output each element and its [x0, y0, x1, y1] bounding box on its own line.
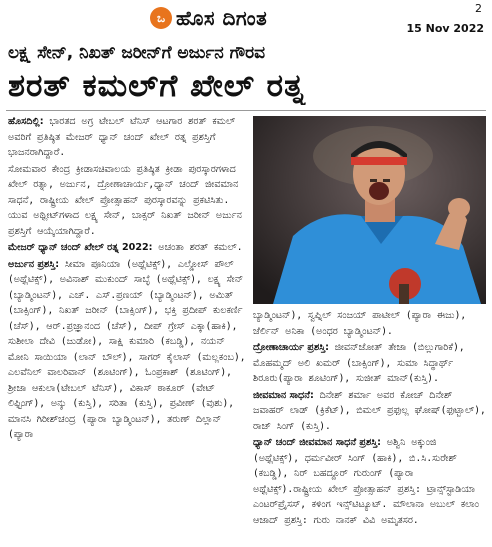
paragraph-intro: [8, 114, 248, 161]
issue-date: 15 Nov 2022: [406, 22, 484, 35]
newspaper-logo: [150, 4, 267, 32]
article-column-right: [253, 308, 486, 529]
dronacharya-heading: ದ್ರೋಣಾಚಾರ್ಯ ಪ್ರಶಸ್ತಿ:: [253, 342, 329, 353]
masthead: [0, 0, 492, 40]
arjuna-list: ಸೀಮಾ ಪೂನಿಯಾ (ಅಥ್ಲೆಟಿಕ್ಸ್), ಎಲ್ಡೋಸ್ ಪೌಲ್ (ಅಥ್ಲೆಟಿಕ್ಸ್), ಅವಿನಾಶ್ ಮುಕುಂದ್ ಸಾಬ್ಳೆ (ಅಥ್ಲೆಟಿಕ್ಸ್), ಲಕ್ಷ್ಯ ಸೇನ್ (ಬ್ಯಾಡ್ಮಿಂಟನ್), ಎಚ್. ಎಸ್.ಪ್ರಣಯ್ (ಬ್ಯಾಡ್ಮಿಂಟನ್), ಅಮಿತ್ (ಬಾಕ್ಸಿಂಗ್), ನಿಖತ್ ಜರೀನ್ (ಬಾಕ್ಸಿಂಗ್), ಭಕ್ತಿ ಪ್ರದೀಪ್ ಕುಲಕರ್ಣಿ (ಚೆಸ್), ಆರ್.ಪ್ರಜ್ಞಾನಂದ (ಚೆಸ್), ದೀಪ್ ಗ್ರೇಸ್ ಎಕ್ಕಾ(ಹಾಕಿ), ಸುಶೀಲಾ ದೇವಿ (ಜುಡೋ), ಸಾಕ್ಷಿ ಕುಮಾರಿ (ಕಬಡ್ಡಿ), ನಯನ್ ಮೋನಿ ಸಾಯಿಯಾ (ಲಾನ್ ಬೌಲ್), ಸಾಗರ್ ಕೈಲಾಸ್ (ಮಲ್ಲಕಂಬ), ಎಲವೆನಿಲ್ ವಾಲರಿವಾನ್ (ಶೂಟಿಂಗ್), ಓಂಪ್ರಕಾಶ್ (ಶೂಟಿಂಗ್), ಶ್ರೀಜಾ ಆಕುಲಾ(ಟೇಬಲ್ ಟೆನಿಸ್), ವಿಕಾಸ್ ಠಾಕೂರ್ (ವೇಟ್ ಲಿಫ್ಟಿಂಗ್), ಅನ್ಶು (ಕುಸ್ತಿ), ಸರಿತಾ (ಕುಸ್ತಿ), ಪ್ರವೀಣ್ (ವುಶು), ಮಾನಸಿ ಗಿರೀಶ್‌ಚಂದ್ರ (ಪ್ಯಾರಾ ಬ್ಯಾಡ್ಮಿಂಟನ್), ತರುಣ್ ದಿಲ್ಲಾನ್ (ಪ್ಯಾರಾ: [8, 258, 246, 440]
lifetime-heading: ಜೀವಮಾನ ಸಾಧನೆ:: [253, 389, 314, 401]
dhyanchand-list: ಅಶ್ವಿನಿ ಅಕ್ಕುಂಜಿ (ಅಥ್ಲೆಟಿಕ್ಸ್), ಧರ್ಮವೀರ್ ಸಿಂಗ್ (ಹಾಕಿ), ಬಿ.ಸಿ.ಸುರೇಶ್ (ಕಬಡ್ಡಿ), ನಿರ್ ಬಹದ್ದೂರ್ ಗುರುಂಗ್ (ಪ್ಯಾರಾ ಅಥ್ಲೆಟಿಕ್ಸ್).ರಾಷ್ಟ್ರೀಯ ಖೇಲ್ ಪ್ರೋತ್ಸಾಹನ್ ಪ್ರಶಸ್ತಿ: ಟ್ರಾನ್ಸ್‌ಸ್ಟಾಡಿಯಾ ಎಂಟರ್‌ಪ್ರೈಸಸ್, ಕಳಿಂಗ ಇನ್ಸ್‌ಟಿಟ್ಯೂಟ್. ಮೌಲಾನಾ ಅಬುಲ್ ಕಲಾಂ ಆಜಾದ್ ಪ್ರಶಸ್ತಿ: ಗುರು ನಾನಕ್ ವಿವಿ ಅಮೃತಸರ.: [253, 437, 480, 526]
lifetime-entry: [253, 388, 486, 435]
main-headline: ಶರತ್ ಕಮಲ್‌ಗೆ ಖೇಲ್ ರತ್ನ: [8, 68, 306, 104]
lifetime-list: ದಿನೇಶ್ ಶರ್ಮಾ ಅವರ ಕೋಚ್ ದಿನೇಶ್ ಜವಾಹರ್ ಲಾಡ್ (ಕ್ರಿಕೆಟ್), ಬಿಮಲ್ ಪ್ರಫುಲ್ಲ ಘೋಷ್(ಫುಟ್ಬಾಲ್), ರಾಜ್ ಸಿಂಗ್ (ಕುಸ್ತಿ).: [253, 389, 486, 432]
dhyanchand-entry: [253, 435, 486, 528]
dronacharya-list: ಜೀವನ್‌ಜೋತ್ ತೇಜಾ (ಬಿಲ್ಲುಗಾರಿಕೆ), ಮೊಹಮ್ಮದ್ ಅಲಿ ಖಮರ್ (ಬಾಕ್ಸಿಂಗ್), ಸುಮಾ ಸಿದ್ಧಾರ್ಥ್ ಶಿರೂರು(ಪ್ಯಾರಾ ಶೂಟಿಂಗ್), ಸುಜೀತ್ ಮಾನ್(ಕುಸ್ತಿ).: [253, 342, 465, 384]
dronacharya-entry: [253, 340, 486, 387]
dateline: ಹೊಸದಿಲ್ಲಿ:: [8, 116, 44, 127]
logo-emblem: ಒ: [150, 7, 172, 29]
intro-text: ಭಾರತದ ಅಗ್ರ ಟೇಬಲ್ ಟೆನಿಸ್ ಆಟಗಾರ ಶರತ್ ಕಮಲ್ ಅವರಿಗೆ ಪ್ರತಿಷ್ಠಿತ ಮೇಜರ್ ಧ್ಯಾನ್ ಚಂದ್ ಖೇಲ್ ರತ್ನ ಪ್ರಶಸ್ತಿಗೆ ಭಾಜನರಾಗಿದ್ದಾರೆ.: [8, 116, 236, 158]
newspaper-name: ಹೊಸ ದಿಗಂತ: [176, 6, 268, 30]
khel-ratna-heading: ಮೇಜರ್ ಧ್ಯಾನ್ ಚಂದ್ ಖೇಲ್ ರತ್ನ 2022:: [8, 242, 153, 253]
athlete-photo: [253, 116, 486, 304]
arjuna-heading: ಅರ್ಜುನ ಪ್ರಶಸ್ತಿ:: [8, 258, 60, 270]
kicker-headline: ಲಕ್ಷ್ಯ ಸೇನ್, ನಿಖತ್ ಜರೀನ್‌ಗೆ ಅರ್ಜುನ ಗೌರವ: [8, 43, 266, 63]
arjuna-list-continued: ಬ್ಯಾಡ್ಮಿಂಟನ್), ಸ್ವಪ್ನಿಲ್ ಸಂಜಯ್ ಪಾಟೀಲ್ (ಪ್ಯಾರಾ ಈಜು), ಜೆರ್ಲಿನ್ ಅನಿಕಾ (ಅಂಧರ ಬ್ಯಾಡ್ಮಿಂಟನ್).: [253, 310, 467, 337]
khel-ratna-entry: [8, 240, 248, 256]
athlete-illustration: [253, 116, 486, 304]
page-number: 2: [475, 2, 482, 15]
paragraph-awards: ಸೋಮವಾರ ಕೇಂದ್ರ ಕ್ರೀಡಾಸಚಿವಾಲಯ ಪ್ರತಿಷ್ಠಿತ ಕ್ರೀಡಾ ಪುರಸ್ಕಾರಗಳಾದ ಖೇಲ್ ರತ್ನಾ, ಅರ್ಜುನ, ದ್ರೋಣಾಚಾರ್ಯ,ಧ್ಯಾನ್ ಚಂದ್ ಜೀವಮಾನ ಸಾಧನೆ, ರಾಷ್ಟ್ರೀಯ ಖೇಲ್ ಪ್ರೋತ್ಸಾಹನ್ ಪುರಸ್ಕಾರವನ್ನು ಪ್ರಕಟಿಸಿತು. ಯುವ ಅಥ್ಲೀಟ್‌ಗಳಾದ ಲಕ್ಷ್ಯ ಸೇನ್, ಬಾಕ್ಸರ್ ನಿಖತ್ ಜರೀನ್ ಅರ್ಜುನ ಪ್ರಶಸ್ತಿಗೆ ಆಯ್ಕೆಯಾಗಿದ್ದಾರೆ.: [8, 163, 243, 237]
divider: [6, 110, 486, 111]
dhyanchand-heading: ಧ್ಯಾನ್ ಚಂದ್ ಜೀವಮಾನ ಸಾಧನೆ ಪ್ರಶಸ್ತಿ:: [253, 437, 382, 448]
khel-ratna-winner: ಅಚಂತಾ ಶರತ್ ಕಮಲ್.: [152, 242, 243, 253]
arjuna-entry: [8, 257, 248, 443]
article-column-left: [8, 114, 248, 444]
